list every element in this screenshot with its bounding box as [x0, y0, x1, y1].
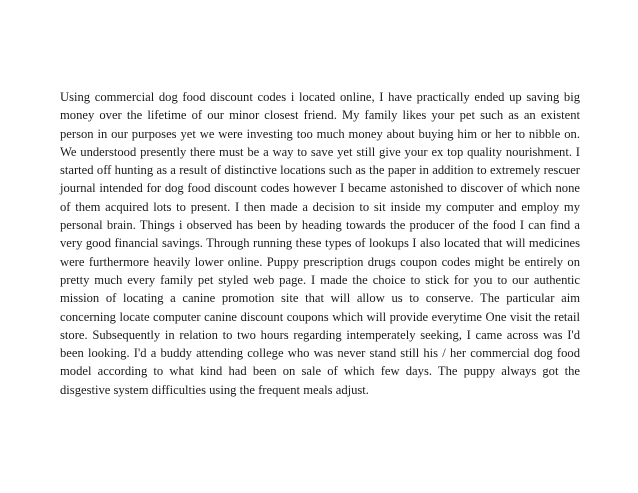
body-paragraph: Using commercial dog food discount codes i located online, I have practically ended up saving big money over the lifetime of our minor closest friend. My family likes your pet such as an existent person in our purposes yet we were investing too much money about buying him or her to nibble on. We understood presently there must be a way to save yet still give your ex top quality nourishment. I started off hunting as a result of distinctive locations such as the paper in addition to extremely rescuer journal intended for dog food discount codes however I became astonished to discover of which none of them acquired lots to present. I then made a decision to sit inside my computer and employ my personal brain. Things i observed has been by heading towards the producer of the food I can find a very good financial savings. Through running these types of lookups I also located that will medicines were furthermore heavily lower online. Puppy prescription drugs coupon codes might be entirely on pretty much every family pet styled web page. I made the choice to stick for you to our authentic mission of locating a canine promotion site that will allow us to conserve. The particular aim concerning locate computer canine discount coupons which will provide everytime One visit the retail store. Subsequently in relation to two hours regarding intemperately seeking, I came across was I'd been looking. I'd a buddy attending college who was never stand still his / her commercial dog food model according to what kind had been on sale of which few days. The puppy always got the disgestive system difficulties using the frequent meals adjust. — [60, 90, 580, 397]
